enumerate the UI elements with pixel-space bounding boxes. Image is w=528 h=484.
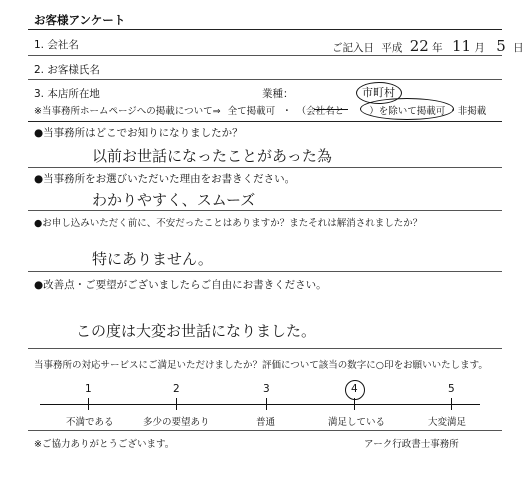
answer-2: わかりやすく、スムーズ: [92, 191, 256, 209]
date-prefix: ご記入日: [332, 42, 374, 54]
date-month: 11: [451, 37, 472, 55]
rating-1-label: 不満である: [66, 417, 114, 428]
publish-option-partial: （会社名と: [296, 106, 345, 117]
rating-2-number: 2: [173, 383, 180, 395]
date-day-unit: 日: [513, 42, 524, 54]
rating-4-number: 4: [351, 383, 358, 395]
publish-option-all: 全て掲載可: [227, 106, 276, 117]
rating-4-tick: [354, 398, 355, 410]
row-rule: [28, 167, 502, 168]
rating-1-number: 1: [85, 383, 92, 395]
row-rule: [28, 121, 502, 122]
rating-2-tick: [176, 398, 177, 410]
rating-5-tick: [451, 398, 452, 410]
rating-scale-line: [40, 404, 480, 405]
rating-5-label: 大変満足: [428, 417, 467, 428]
publish-option-none: ・非掲載: [448, 106, 487, 117]
question-3: ●お申し込みいただく前に、不安だったことはありますか？またそれは解消されましたか？: [34, 218, 423, 229]
row-rule: [28, 55, 502, 56]
row-rule: [28, 210, 502, 211]
rating-3-label: 普通: [256, 417, 276, 428]
title-rule: [28, 29, 502, 30]
date-field: [332, 37, 524, 55]
rating-3-tick: [266, 398, 267, 410]
date-month-unit: 月: [474, 42, 485, 54]
question-4: ●改善点・ご要望がございましたらご自由にお書きください。: [34, 279, 327, 291]
publish-prefix: ※当事務所ホームページへの掲載について⇒: [34, 106, 221, 117]
date-day: 5: [496, 37, 506, 55]
footer-office: アーク行政書士事務所: [364, 439, 459, 450]
era: 平成: [381, 42, 403, 54]
form-title: お客様アンケート: [34, 13, 126, 27]
rating-3-number: 3: [263, 383, 270, 395]
rating-2-label: 多少の要望あり: [143, 417, 210, 428]
customer-name-label: 2. お客様氏名: [34, 64, 100, 76]
publish-separator: ・: [282, 106, 292, 117]
answer-1: 以前お世話になったことがあった為: [92, 147, 332, 165]
company-label: 1. 会社名: [34, 39, 79, 51]
selection-circle: [360, 98, 454, 120]
row-rule: [28, 271, 502, 272]
rating-question: 当事務所の対応サービスにご満足いただけましたか？評価について該当の数字に○印をお願いいたします。: [34, 360, 488, 371]
question-2: ●当事務所をお選びいただいた理由をお書きください。: [34, 173, 296, 185]
publish-option-partial-end: ）を除いて掲載可: [369, 106, 446, 117]
address-label: 3. 本店所在地: [34, 88, 100, 100]
row-rule: [28, 348, 502, 349]
date-year: 22: [409, 37, 429, 55]
row-rule: [28, 430, 502, 431]
answer-3: 特にありません。: [92, 250, 213, 268]
rating-4-label: 満足している: [328, 417, 386, 428]
handwritten-municipality: 市町村: [362, 86, 395, 99]
strike-mark: [314, 109, 348, 110]
rating-1-tick: [88, 398, 89, 410]
question-1: ●当事務所はどこでお知りになりましたか？: [34, 127, 243, 139]
industry-label: 業種：: [262, 88, 294, 100]
answer-4: この度は大変お世話になりました。: [76, 322, 317, 340]
date-year-unit: 年: [432, 42, 443, 54]
rating-5-number: 5: [448, 383, 455, 395]
footer-thanks: ※ご協力ありがとうございます。: [34, 439, 175, 450]
row-rule: [28, 79, 502, 80]
